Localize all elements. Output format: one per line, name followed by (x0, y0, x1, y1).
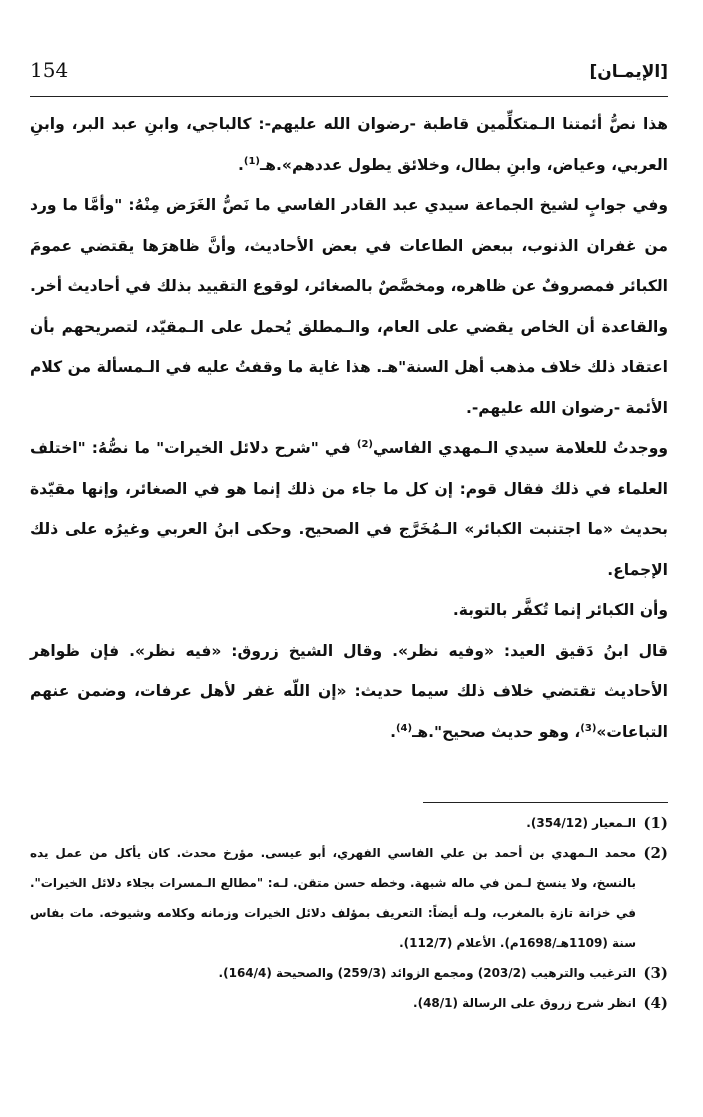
footnote-text: الـمعيار (354/12). (526, 816, 636, 830)
footnote-number: (1) (643, 814, 668, 832)
footnote-item (30, 808, 668, 838)
footnote-number: (2) (643, 844, 668, 862)
footnote-text: الترغيب والترهيب (203/2) ومجمع الزوائد (259/3) والصحيحة (164/4). (218, 966, 636, 980)
footnote-ref-2[interactable]: (2) (356, 438, 373, 450)
header-divider (30, 96, 668, 97)
page-number: 154 (30, 58, 69, 82)
footnote-divider (423, 802, 668, 803)
footnote-number: (3) (643, 964, 668, 982)
paragraph-5: قال ابنُ دَقيق العيد: «وفيه نظر». وقال الشيخ زروق: «فيه نظر». فإن ظواهر الأحاديث تقتضي خلاف ذلك سيما حديث: «إن اللّه غفر لأهل عرفات، وضمن عنهم التباعات»$^{(3)}$، وهو حديث صحيح".هـ$^{(4)}$. (30, 641, 668, 741)
footnote-item (30, 838, 668, 958)
paragraph-1: هذا نصُّ أئمتنا الـمتكلِّمين قاطبة -رضوان الله عليهم-: كالباجي، وابنِ عبد البر، وابنِ العربي، وعياض، وابنِ بطال، وخلائق يطول عددهم».هـ$^{(1)}$. (30, 115, 668, 174)
footnote-ref-1[interactable]: (1) (243, 155, 260, 167)
footnote-text: محمد الـمهدي بن أحمد بن علي الفاسي الفهري، أبو عيسى. مؤرخ محدث. كان يأكل من عمل يده بالنسخ، ولا ينسخ لـمن في ماله شبهة. وخطه حسن متقن. لـه: "مطالع الـمسرات بجلاء دلائل الخيرات". في خزانة تازة بالمغرب، ولـه أيضاً: التعريف بمؤلف دلائل الخيرات وزمانه وكلامه وشيوخه. مات بفاس سنة (1109هـ/1698م). الأعلام (112/7). (30, 846, 636, 950)
running-head: [الإيمـان] (589, 62, 668, 82)
main-text (30, 104, 668, 752)
paragraph-3: ووجدتُ للعلامة سيدي الـمهدي الفاسي$^{(2)}$ في "شرح دلائل الخيرات" ما نصُّهُ: "اختلف العلماء في ذلك فقال قوم: إن كل ما جاء من ذلك إنما هو في الصغائر، وإنها مقيّدة بحديث «ما اجتنبت الكبائر» الـمُخَرَّج في الصحيح. وحكى ابنُ العربي وغيرُه على ذلك الإجماع. (30, 438, 668, 579)
footnote-text: انظر شرح زروق على الرسالة (48/1). (413, 996, 636, 1010)
footnote-number: (4) (643, 994, 668, 1012)
footnote-ref-3[interactable]: (3) (580, 722, 597, 734)
footnote-item (30, 988, 668, 1018)
paragraph-4: وأن الكبائر إنما تُكفَّر بالتوبة. (452, 601, 668, 619)
footnotes (30, 808, 668, 1018)
page-header (30, 58, 668, 82)
paragraph-2: وفي جوابٍ لشيخ الجماعة سيدي عبد القادر الفاسي ما نَصُّ الغَرَض مِنْهُ: "وأمَّا ما ورد من غفران الذنوب، ببعض الطاعات في بعض الأحاديث، وأنَّ ظاهرَها يقتضي عمومَ الكبائر فمصروفٌ عن ظاهره، ومخصَّصٌ بالصغائر، لوقوع التقييد بذلك في أحاديث أخر. والقاعدة أن الخاص يقضي على العام، والـمطلق يُحمل على الـمقيّد، لتصريحهم بأن اعتقاد ذلك خلاف مذهب أهل السنة"هـ. هذا غاية ما وقفتُ عليه في الـمسألة من كلام الأئمة -رضوان الله عليهم-. (30, 196, 668, 417)
footnote-item (30, 958, 668, 988)
footnote-ref-4[interactable]: (4) (395, 722, 413, 734)
